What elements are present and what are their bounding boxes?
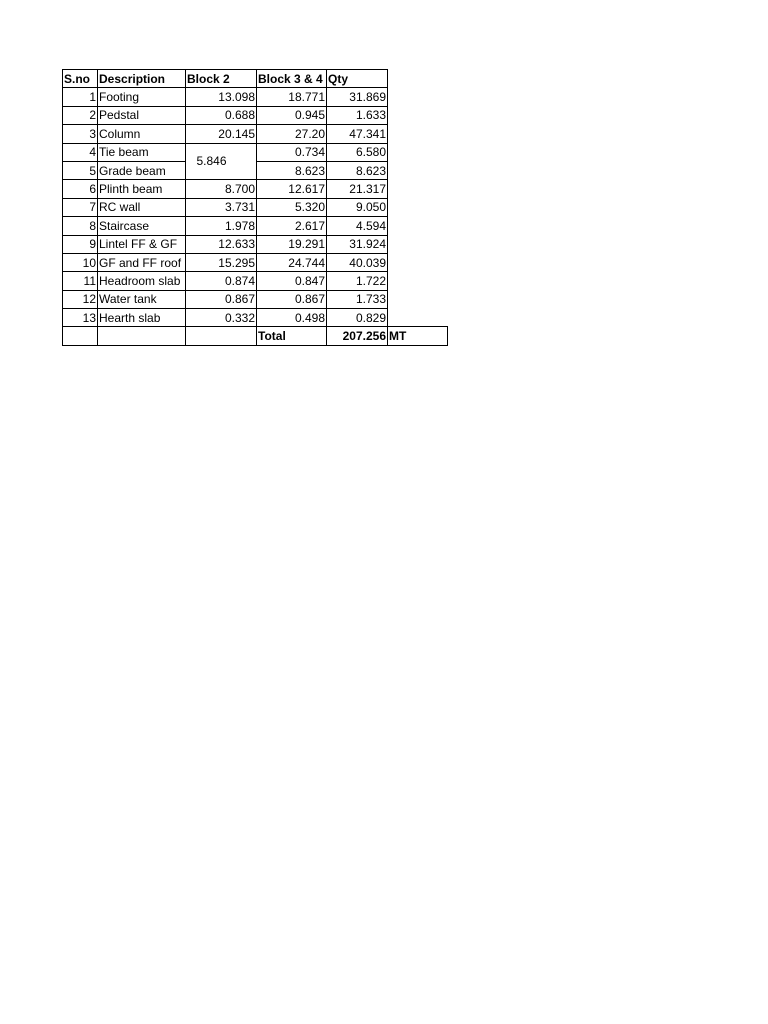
cell-qty[interactable]: 1.733 <box>327 290 388 308</box>
empty-cell <box>388 125 448 143</box>
cell-qty[interactable]: 9.050 <box>327 198 388 216</box>
cell-sno[interactable]: 12 <box>63 290 98 308</box>
cell-qty[interactable]: 8.623 <box>327 161 388 179</box>
cell-description[interactable]: RC wall <box>98 198 186 216</box>
empty-cell <box>388 198 448 216</box>
cell-block-3-4[interactable]: 12.617 <box>257 180 327 198</box>
cell-block-3-4[interactable]: 8.623 <box>257 161 327 179</box>
table-row <box>63 198 448 216</box>
empty-cell[interactable] <box>63 327 98 345</box>
cell-description[interactable]: Staircase <box>98 217 186 235</box>
cell-sno[interactable]: 2 <box>63 106 98 124</box>
table-row <box>63 106 448 124</box>
table-row <box>63 143 448 161</box>
empty-cell <box>388 272 448 290</box>
empty-cell <box>388 309 448 327</box>
cell-block-3-4[interactable]: 19.291 <box>257 235 327 253</box>
cell-qty[interactable]: 4.594 <box>327 217 388 235</box>
table-row <box>63 180 448 198</box>
empty-cell <box>388 88 448 106</box>
total-value[interactable]: 207.256 <box>327 327 388 345</box>
cell-block-3-4[interactable]: 24.744 <box>257 253 327 271</box>
cell-block-2-merged[interactable]: 5.846 <box>186 143 257 180</box>
cell-block-2[interactable]: 20.145 <box>186 125 257 143</box>
table-row <box>63 235 448 253</box>
cell-description[interactable]: Footing <box>98 88 186 106</box>
cell-sno[interactable]: 8 <box>63 217 98 235</box>
cell-qty[interactable]: 1.722 <box>327 272 388 290</box>
header-row <box>63 70 448 88</box>
total-row <box>63 327 448 345</box>
cell-qty[interactable]: 1.633 <box>327 106 388 124</box>
cell-description[interactable]: Grade beam <box>98 161 186 179</box>
cell-qty[interactable]: 47.341 <box>327 125 388 143</box>
cell-block-3-4[interactable]: 27.20 <box>257 125 327 143</box>
cell-sno[interactable]: 11 <box>63 272 98 290</box>
empty-cell <box>388 290 448 308</box>
cell-sno[interactable]: 4 <box>63 143 98 161</box>
cell-block-3-4[interactable]: 0.734 <box>257 143 327 161</box>
empty-cell <box>388 217 448 235</box>
table-row <box>63 253 448 271</box>
total-label[interactable]: Total <box>257 327 327 345</box>
cell-qty[interactable]: 31.924 <box>327 235 388 253</box>
table-row <box>63 88 448 106</box>
cell-block-2[interactable]: 0.874 <box>186 272 257 290</box>
cell-description[interactable]: Pedstal <box>98 106 186 124</box>
cell-qty[interactable]: 0.829 <box>327 309 388 327</box>
cell-description[interactable]: GF and FF roof <box>98 253 186 271</box>
cell-block-2[interactable]: 3.731 <box>186 198 257 216</box>
table-row <box>63 217 448 235</box>
cell-sno[interactable]: 5 <box>63 161 98 179</box>
cell-block-3-4[interactable]: 0.945 <box>257 106 327 124</box>
cell-qty[interactable]: 6.580 <box>327 143 388 161</box>
cell-qty[interactable]: 31.869 <box>327 88 388 106</box>
cell-block-2[interactable]: 0.688 <box>186 106 257 124</box>
table-row <box>63 272 448 290</box>
cell-sno[interactable]: 7 <box>63 198 98 216</box>
cell-block-2[interactable]: 1.978 <box>186 217 257 235</box>
header-block-3-4[interactable]: Block 3 & 4 <box>257 70 327 88</box>
cell-sno[interactable]: 6 <box>63 180 98 198</box>
cell-block-3-4[interactable]: 0.498 <box>257 309 327 327</box>
cell-block-3-4[interactable]: 5.320 <box>257 198 327 216</box>
cell-sno[interactable]: 1 <box>63 88 98 106</box>
header-qty[interactable]: Qty <box>327 70 388 88</box>
cell-description[interactable]: Headroom slab <box>98 272 186 290</box>
cell-qty[interactable]: 40.039 <box>327 253 388 271</box>
cell-block-2[interactable]: 0.867 <box>186 290 257 308</box>
cell-sno[interactable]: 10 <box>63 253 98 271</box>
empty-cell <box>388 143 448 161</box>
table-row <box>63 290 448 308</box>
cell-sno[interactable]: 13 <box>63 309 98 327</box>
cell-block-2[interactable]: 15.295 <box>186 253 257 271</box>
cell-block-2[interactable]: 0.332 <box>186 309 257 327</box>
cell-description[interactable]: Lintel FF & GF <box>98 235 186 253</box>
cell-description[interactable]: Tie beam <box>98 143 186 161</box>
cell-block-2[interactable]: 8.700 <box>186 180 257 198</box>
empty-cell <box>388 106 448 124</box>
table-row <box>63 125 448 143</box>
cell-block-3-4[interactable]: 0.847 <box>257 272 327 290</box>
steel-quantity-table <box>62 69 448 346</box>
empty-cell[interactable] <box>98 327 186 345</box>
cell-description[interactable]: Plinth beam <box>98 180 186 198</box>
cell-qty[interactable]: 21.317 <box>327 180 388 198</box>
cell-block-2[interactable]: 13.098 <box>186 88 257 106</box>
header-block-2[interactable]: Block 2 <box>186 70 257 88</box>
cell-sno[interactable]: 9 <box>63 235 98 253</box>
empty-cell <box>388 180 448 198</box>
cell-description[interactable]: Water tank <box>98 290 186 308</box>
table-row <box>63 309 448 327</box>
empty-cell <box>388 161 448 179</box>
cell-block-3-4[interactable]: 0.867 <box>257 290 327 308</box>
header-description[interactable]: Description <box>98 70 186 88</box>
empty-cell <box>388 70 448 88</box>
empty-cell <box>388 253 448 271</box>
cell-block-3-4[interactable]: 2.617 <box>257 217 327 235</box>
total-unit[interactable]: MT <box>388 327 448 345</box>
cell-description[interactable]: Column <box>98 125 186 143</box>
cell-description[interactable]: Hearth slab <box>98 309 186 327</box>
cell-block-3-4[interactable]: 18.771 <box>257 88 327 106</box>
header-sno[interactable]: S.no <box>63 70 98 88</box>
cell-block-2[interactable]: 12.633 <box>186 235 257 253</box>
cell-sno[interactable]: 3 <box>63 125 98 143</box>
empty-cell[interactable] <box>186 327 257 345</box>
empty-cell <box>388 235 448 253</box>
spreadsheet-sheet <box>62 69 448 346</box>
